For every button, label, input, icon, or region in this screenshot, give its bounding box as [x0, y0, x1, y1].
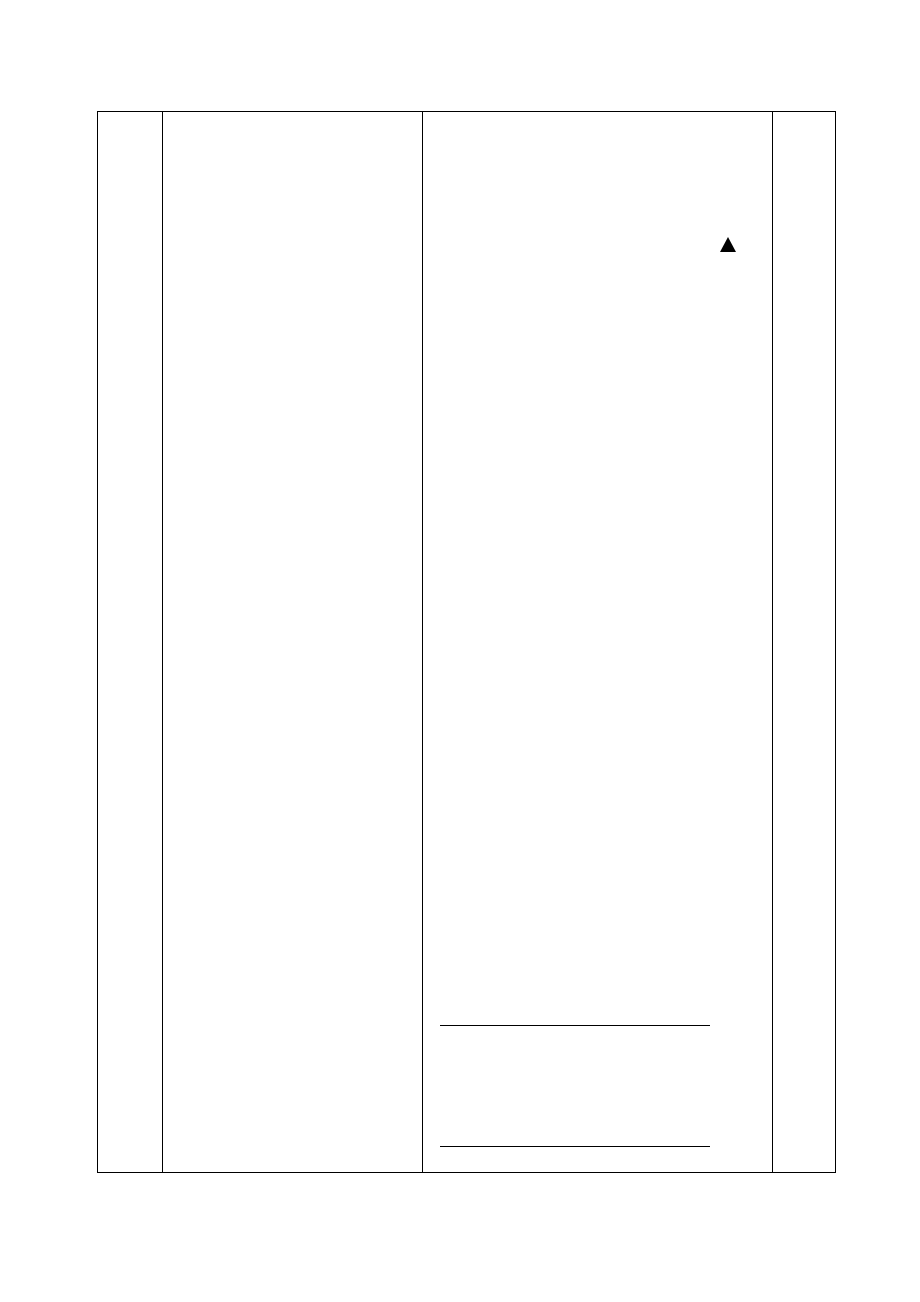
spacer: [431, 379, 771, 391]
column-divider: [162, 112, 163, 1172]
game-line-bottom: [440, 1146, 710, 1147]
method-block: [431, 379, 771, 391]
column-divider: [772, 112, 773, 1172]
column-divider: [422, 112, 423, 1172]
game-line-top: [440, 1025, 710, 1026]
formation-spacer: [431, 115, 771, 140]
org-block: [431, 115, 771, 140]
triangle-up-icon: [720, 237, 736, 252]
lesson-table: [97, 111, 836, 1173]
